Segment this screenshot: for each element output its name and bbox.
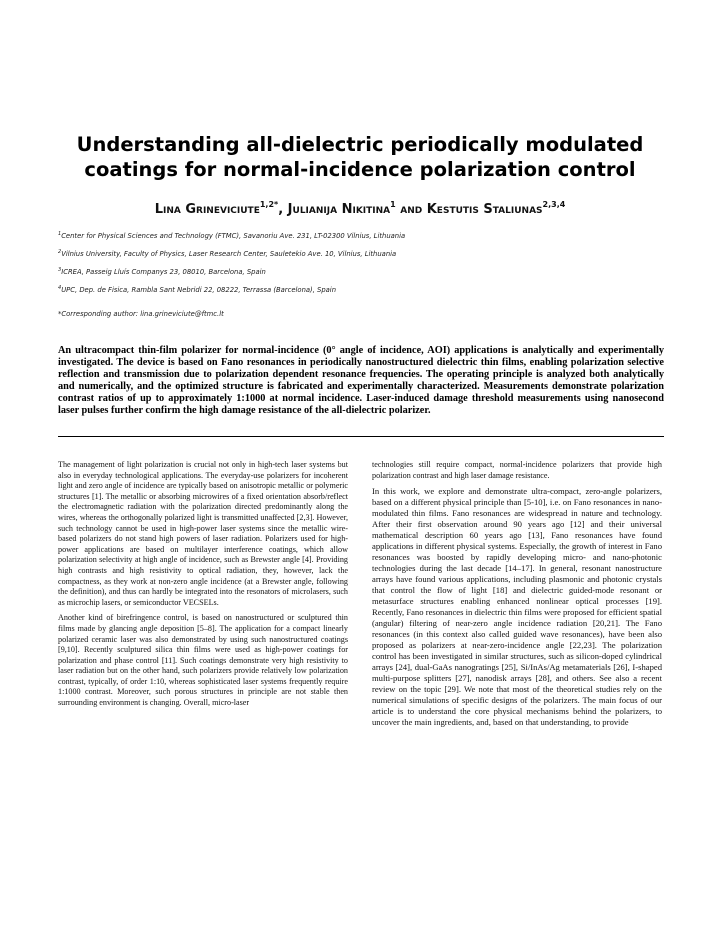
affiliation-text: UPC, Dep. de Fisica, Rambla Sant Nebridi 22, 08222, Terrassa (Barcelona), Spain bbox=[61, 286, 337, 294]
author-name: Lina Grineviciute bbox=[154, 202, 260, 217]
affiliation-number: 1 bbox=[58, 231, 62, 237]
body-column-left bbox=[58, 460, 348, 714]
body-paragraph: technologies still require compact, normal-incidence polarizers that provide high polarization contrast and high laser damage resistance. bbox=[372, 460, 662, 480]
affiliation bbox=[58, 284, 658, 302]
author-separator: and bbox=[395, 202, 427, 217]
affiliation-list bbox=[58, 230, 658, 302]
author-name: Julianija Nikitina bbox=[287, 202, 391, 217]
affiliation-text: Center for Physical Sciences and Technology (FTMC), Savanoriu Ave. 231, LT-02300 Vilnius, Lithuania bbox=[61, 232, 406, 240]
author-affiliation-marker: 1,2* bbox=[259, 200, 279, 209]
affiliation-number: 2 bbox=[58, 249, 62, 255]
corresponding-author: *Corresponding author: lina.grineviciute@ftmc.lt bbox=[58, 310, 224, 318]
title-line-2: coatings for normal-incidence polarization control bbox=[84, 158, 636, 181]
paper-title bbox=[40, 132, 680, 182]
author-name: Kestutis Staliunas bbox=[426, 202, 543, 217]
body-column-right bbox=[372, 460, 662, 733]
affiliation-text: Vilnius University, Faculty of Physics, Laser Research Center, Sauletekio Ave. 10, Vilnius, Lithuania bbox=[61, 250, 397, 258]
author-affiliation-marker: 1 bbox=[390, 200, 396, 209]
affiliation-number: 4 bbox=[58, 285, 62, 291]
title-line-1: Understanding all-dielectric periodically modulated bbox=[76, 133, 644, 156]
body-paragraph: The management of light polarization is crucial not only in high-tech laser systems but also in everyday technological applications. The everyday-use polarizers for incoherent light and zero angle of incidence are typically based on anisotropic metallic or polymeric structures [1]. The metallic or absorbing microwires of a fixed orientation absorb/reflect the electromagnetic radiation with the polarization directed predominantly along the wires, whereas the orthogonally polarized light is transmitted unaffected [2,3]. However, such technology cannot be used in high-power laser systems since the metallic wire-based polarizers do not stand high powers of laser radiation. Polarizers used for high-power applications are based on multilayer interference coatings, which allow polarization selectivity at high angle of incidence, such as Brewster angle [4]. Providing high contrasts and high resistivity to optical radiation, they, however, lack the compactness, as they work at non-zero angle incidence (at a Brewster angle, following the definition), and thus can hardly be integrated into the resonators of microlasers, such as microchip lasers, or semiconductor VECSELs. bbox=[58, 460, 348, 607]
body-paragraph: In this work, we explore and demonstrate ultra-compact, zero-angle polarizers, based on a different physical principle than [5-10], i.e. on Fano resonances in nano-modulated thin films. Fano resonances are widespread in nature and technology. After their first observation around 90 years ago [12] and their universal mathematical description 60 years ago [13], Fano resonances have found applications in different physical systems. Especially, the growth of interest in Fano resonances was boosted by rapidly developing micro- and nano-photonic technologies during the last decade [14–17]. In general, resonant nanostructure arrays have found various applications, including plasmonic and photonic crystals that control the flow of light [18] and dielectric guided-mode resonant or metasurface structures enabling enhanced nonlinear optical processes [19]. Recently, Fano resonances in dielectric thin films were proposed for efficient spatial (angular) filtering of near-zero angle incidence radiation [20,21]. The Fano resonances (in this context also called guided wave resonances), have been also proposed as polarizers at near-zero-incidence angle [22,23]. The polarization control has been investigated in similar structures, such as silicon-doped cylindrical arrays [24], dual-GaAs nanogratings [25], Si/InAs/Ag metamaterials [26], I-shaped multi-purpose splitters [27], nanodisk arrays [28], and others. See also a recent review on the topic [29]. We note that most of the theoretical studies rely on the numerical simulations of specific designs of the polarizers. The main focus of our article is to understand the core physical mechanisms behind the polarizers, to uncover the main ingredients, and, based on that understanding, to provide bbox=[372, 486, 662, 728]
body-paragraph: Another kind of birefringence control, is based on nanostructured or sculptured thin films made by glancing angle deposition [5–8]. The application for a compact linearly polarized ceramic laser was also demonstrated by using such nanostructured coatings [9,10]. Recently sculptured silica thin films were used as high-power coatings for polarization and phase control [11]. Such coatings demonstrate very high resistivity to laser radiation but on the other hand, such polarizers provide relatively low polarization contrast, typically, of order 1:10, whereas sophisticated laser systems frequently require 1:1000 contrast. Moreover, such porous structures in principle are not stable then surrounding environment is changing. Overall, micro-laser bbox=[58, 613, 348, 708]
abstract-divider bbox=[58, 436, 664, 437]
author-separator: , bbox=[278, 202, 288, 217]
affiliation-text: ICREA, Passeig Lluís Companys 23, 08010, Barcelona, Spain bbox=[61, 268, 266, 276]
author-affiliation-marker: 2,3,4 bbox=[542, 200, 566, 209]
abstract: An ultracompact thin-film polarizer for normal-incidence (0° angle of incidence, AOI) applications is analytically and experimentally investigated. The device is based on Fano resonances in periodically nanostructured dielectric thin films, enabling polarization selective reflection and transmission due to polarization dependent resonance frequencies. The operating principle is analyzed both analytically and numerically, and the optimized structure is fabricated and experimentally characterized. Measurements demonstrate polarization contrast ratios of up to approximately 1:1000 at normal incidence. Laser-induced damage threshold measurements using nanosecond laser pulses further confirm the high damage resistance of the all-dielectric polarizer. bbox=[58, 345, 664, 417]
author-list bbox=[40, 200, 680, 217]
affiliation bbox=[58, 266, 658, 284]
affiliation bbox=[58, 230, 658, 248]
affiliation bbox=[58, 248, 658, 266]
affiliation-number: 3 bbox=[58, 267, 62, 273]
